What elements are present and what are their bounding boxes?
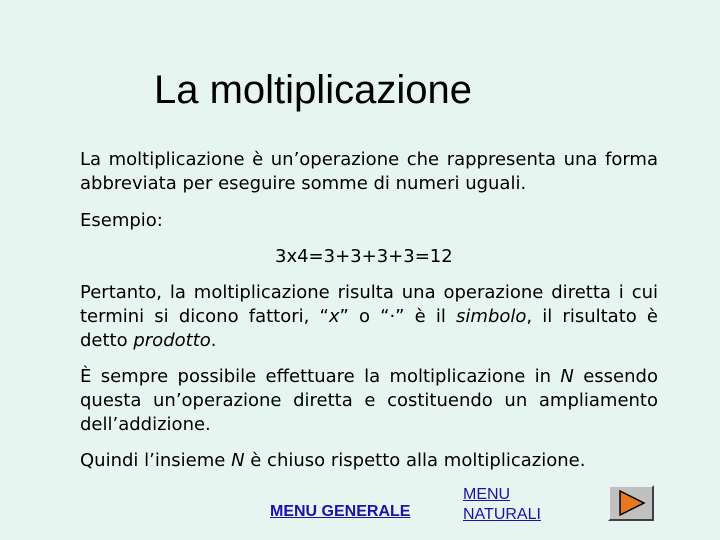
next-slide-button[interactable] (608, 485, 654, 521)
text-segment: . (210, 330, 217, 351)
text-segment: , il risultato è detto (80, 306, 658, 351)
text-segment: ” o “·” è il (339, 306, 457, 327)
text-segment: È sempre possibile effettuare la moltiplicazione in (80, 366, 561, 387)
x-symbol: x (328, 306, 340, 327)
example-formula: 3x4=3+3+3+3=12 (275, 246, 453, 267)
text-segment: essendo questa un’operazione diretta e costituendo un ampliamento dell’addizione. (80, 366, 658, 435)
example-label: Esempio: (80, 210, 163, 231)
play-next-icon (618, 490, 646, 516)
menu-generale-link[interactable]: MENU GENERALE (270, 503, 411, 520)
text-segment: Pertanto, la moltiplicazione risulta una operazione diretta i cui termini si dicono fattori, “ (80, 282, 658, 327)
factors-paragraph (80, 281, 658, 353)
text-segment: è chiuso rispetto alla moltiplicazione. (244, 450, 586, 471)
closure-paragraph (80, 449, 658, 473)
slide-title: La moltiplicazione (154, 68, 472, 112)
term-prodotto: prodotto (133, 330, 211, 351)
possibility-paragraph (80, 365, 658, 437)
definition-paragraph: La moltiplicazione è un’operazione che rappresenta una forma abbreviata per eseguire somme di numeri uguali. (80, 149, 658, 194)
set-n-symbol: N (231, 450, 245, 471)
set-n-symbol: N (560, 366, 574, 387)
term-simbolo: simbolo (456, 306, 527, 327)
text-segment: Quindi l’insieme (80, 450, 232, 471)
menu-naturali-link[interactable]: MENU NATURALI (463, 486, 541, 523)
